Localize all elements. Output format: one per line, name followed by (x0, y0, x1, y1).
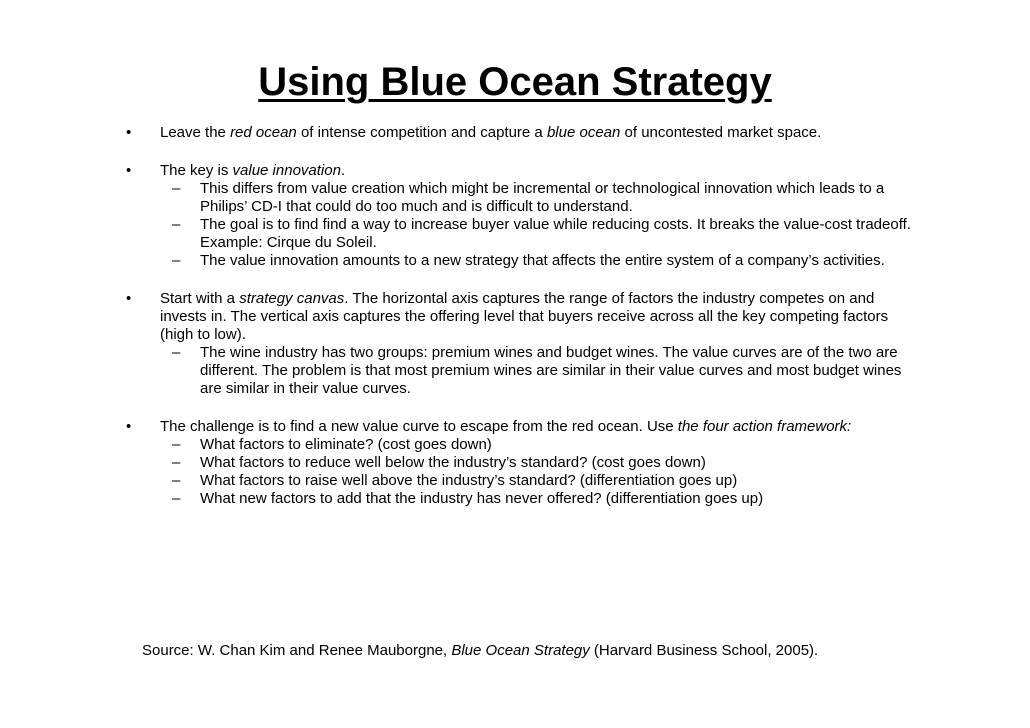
sub-item-text: What new factors to add that the industry has never offered? (differentiation goes up) (200, 490, 764, 507)
slide-content (122, 124, 912, 508)
bullet-text: . The horizontal axis captures the range of factors the industry competes on and invests in. The vertical axis captures the offering level that buyers receive across all the key competing factors (high to low). (160, 290, 889, 343)
emphasis-text: red ocean (230, 124, 297, 141)
dash-icon: – (172, 252, 181, 269)
bullet-text: of intense competition and capture a (296, 124, 547, 141)
bullet-icon: • (126, 124, 132, 141)
sub-item (122, 252, 912, 270)
sub-item (122, 454, 912, 472)
slide-title: Using Blue Ocean Strategy (258, 60, 772, 104)
bullet-item (122, 290, 912, 398)
bullet-text: The key is (160, 162, 233, 179)
bullet-text: of uncontested market space. (620, 124, 822, 141)
bullet-text: . (340, 162, 346, 179)
bullet-icon: • (126, 162, 132, 179)
bullet-text: Start with a (160, 290, 240, 307)
emphasis-text: blue ocean (546, 124, 621, 141)
sub-item (122, 436, 912, 454)
sub-item-text: What factors to eliminate? (cost goes down) (200, 436, 492, 453)
dash-icon: – (172, 344, 181, 361)
source-citation (142, 640, 822, 661)
dash-icon: – (172, 490, 181, 507)
sub-item-text: What factors to raise well above the industry’s standard? (differentiation goes up) (200, 472, 738, 489)
dash-icon: – (172, 454, 181, 471)
dash-icon: – (172, 180, 181, 197)
bullet-item (122, 418, 912, 508)
dash-icon: – (172, 472, 181, 489)
emphasis-text: the four action framework: (677, 418, 852, 435)
sub-item-text: What factors to reduce well below the industry’s standard? (cost goes down) (200, 454, 706, 471)
sub-item (122, 180, 912, 216)
bullet-icon: • (126, 290, 132, 307)
bullet-text: Leave the (160, 124, 231, 141)
sub-item-text: This differs from value creation which might be incremental or technological innovation which leads to a Philips’ CD-I that could do too much and is difficult to understand. (200, 180, 885, 215)
source-text: Source: W. Chan Kim and Renee Mauborgne, (142, 642, 452, 659)
sub-item (122, 472, 912, 490)
emphasis-text: strategy canvas (239, 290, 345, 307)
bullet-item (122, 124, 912, 142)
sub-item-text: The goal is to find find a way to increase buyer value while reducing costs. It breaks the value-cost tradeoff. Example: Cirque du Soleil. (200, 216, 911, 251)
bullet-item (122, 162, 912, 270)
dash-icon: – (172, 436, 181, 453)
sub-item (122, 216, 912, 252)
sub-item (122, 344, 912, 398)
bullet-text: The challenge is to find a new value curve to escape from the red ocean. Use (160, 418, 678, 435)
emphasis-text: value innovation (232, 162, 341, 179)
bullet-icon: • (126, 418, 132, 435)
source-text: (Harvard Business School, 2005). (589, 642, 819, 659)
sub-item (122, 490, 912, 508)
sub-item-text: The wine industry has two groups: premium wines and budget wines. The value curves are of the two are different. The problem is that most premium wines are similar in their value curves and most budget wines are similar in their value curves. (200, 344, 902, 397)
sub-item-text: The value innovation amounts to a new strategy that affects the entire system of a company’s activities. (200, 252, 885, 269)
book-title: Blue Ocean Strategy (451, 642, 590, 659)
dash-icon: – (172, 216, 181, 233)
